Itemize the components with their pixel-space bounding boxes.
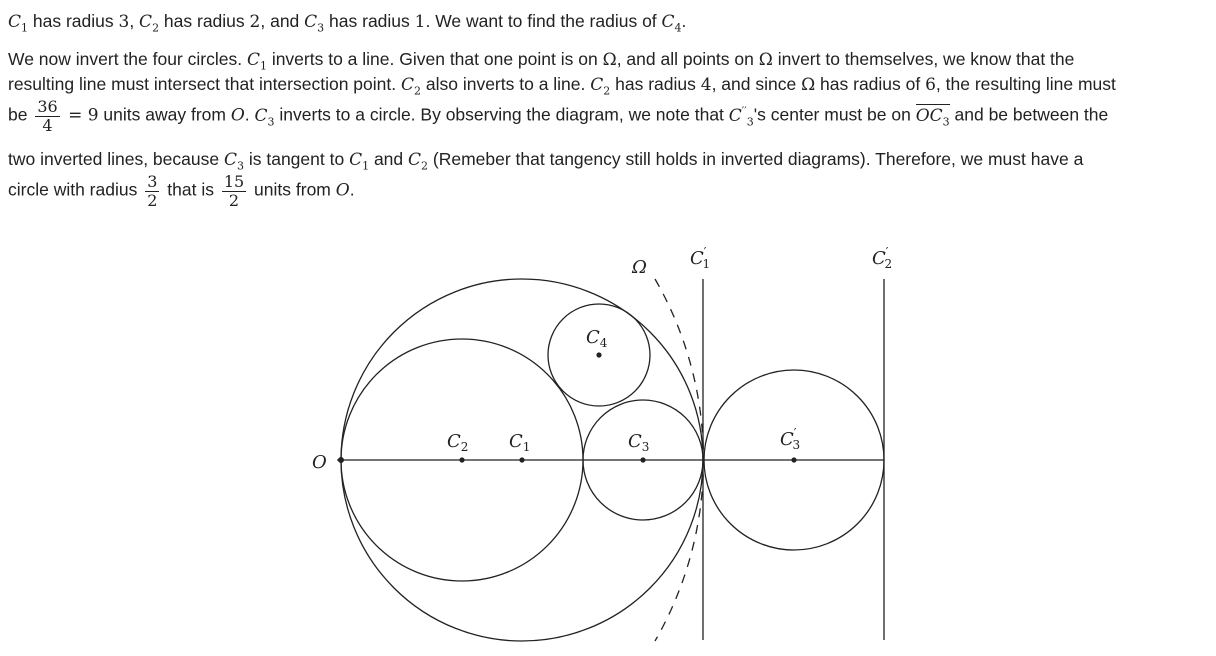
text: and	[369, 149, 409, 169]
label-omega: Ω	[632, 257, 647, 278]
label-c1: $C_1$	[509, 431, 531, 454]
label-c2-prime: C′ 2	[872, 245, 893, 271]
text: two inverted lines, because	[8, 149, 224, 169]
point-c4	[596, 352, 601, 357]
text: units from	[249, 179, 336, 200]
math-o: O	[335, 180, 350, 201]
text: inverts to a line. Given that one point is on	[266, 49, 603, 69]
fraction-15-over-2: $\frac{15}{2}$	[223, 172, 245, 210]
value-4: 4	[700, 75, 712, 95]
text: resulting line must intersect that intersection point.	[8, 74, 401, 94]
text: has radius	[324, 11, 415, 31]
math-c2: $C_2$	[400, 75, 421, 98]
math-c1: $C_1$	[8, 12, 29, 35]
text: .	[349, 179, 355, 200]
point-c1	[519, 457, 524, 462]
text: .	[244, 104, 255, 125]
value-3: 3	[118, 12, 130, 32]
text: units away from	[98, 104, 231, 125]
text: be	[8, 104, 33, 125]
point-c3	[640, 457, 645, 462]
text: , the resulting line must	[935, 74, 1116, 94]
math-o: O	[230, 105, 245, 126]
text: that is	[162, 179, 219, 200]
text: is tangent to	[243, 149, 350, 169]
value-2: 2	[249, 12, 261, 32]
math-c3: $C_3$	[254, 105, 275, 129]
math-c4: $C_4$	[661, 12, 682, 35]
point-c2	[459, 457, 464, 462]
equals-9: = 9	[62, 105, 99, 126]
text: has radius of	[815, 74, 926, 94]
text: has radius	[28, 11, 119, 31]
value-6: 6	[925, 75, 936, 95]
text: and be between the	[949, 104, 1109, 125]
math-c2: $C_2$	[139, 12, 160, 35]
label-c2: $C_2$	[447, 431, 469, 454]
point-c3-prime	[791, 457, 796, 462]
text: , and since	[711, 74, 802, 94]
text: has radius	[159, 11, 250, 31]
math-c2: $C_2$	[590, 75, 611, 98]
math-c3: $C_3$	[223, 150, 244, 173]
text: , and all points on	[616, 49, 759, 69]
value-1: 1	[414, 12, 426, 32]
text: . We want to find the radius of	[425, 11, 662, 31]
label-o: O	[312, 452, 327, 473]
fraction-3-over-2: $\frac{3}{2}$	[147, 172, 158, 210]
math-c1: $C_1$	[246, 50, 267, 73]
math-c2: $C_2$	[408, 150, 429, 173]
math-c1: $C_1$	[349, 150, 370, 173]
label-c4: $C_4$	[586, 327, 608, 350]
math-c3: $C_3$	[304, 12, 325, 35]
text: .	[681, 11, 687, 31]
fraction-36-over-4: $\frac{36}{4}$	[37, 97, 58, 135]
math-omega: Ω	[602, 50, 617, 70]
text: (Remeber that tangency still holds in inverted diagrams). Therefore, we must have a	[428, 149, 1084, 169]
text: circle with radius	[8, 179, 143, 200]
text: 's center must be on	[753, 104, 916, 125]
text: , and	[260, 11, 305, 31]
label-c3-prime: C′ 3	[780, 426, 801, 452]
text: also inverts to a line.	[421, 74, 591, 94]
math-c3-dprime: $C''_3$	[728, 103, 754, 129]
text: ,	[129, 11, 140, 31]
text: invert to themselves, we know that the	[772, 49, 1075, 69]
math-omega: Ω	[801, 75, 816, 95]
math-omega: Ω	[758, 50, 773, 70]
label-c3: $C_3$	[628, 431, 650, 454]
point-o	[338, 457, 344, 463]
text: inverts to a circle. By observing the diagram, we note that	[274, 104, 729, 125]
text: We now invert the four circles.	[8, 49, 247, 69]
label-c1-prime: C′ 1	[690, 245, 711, 271]
text: has radius	[610, 74, 701, 94]
math-segment-oc3: $OC_3$	[915, 105, 950, 129]
